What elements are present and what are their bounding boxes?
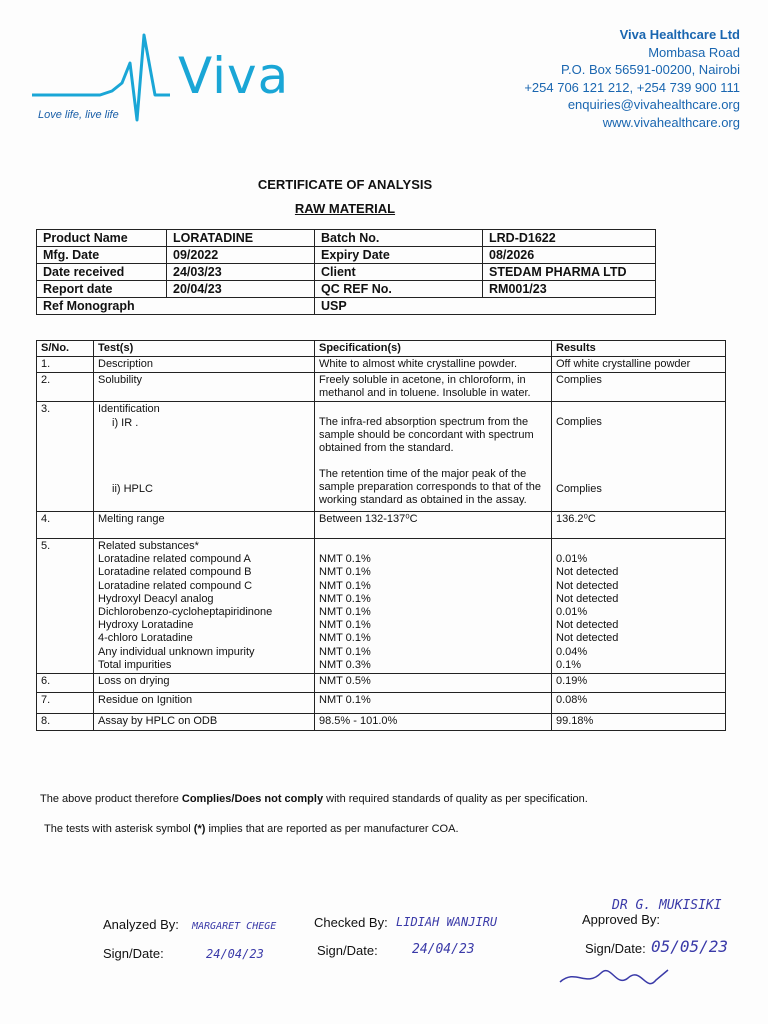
related-substance-spec: NMT 0.1% [319,619,371,632]
table-row [37,373,726,402]
related-substance-spec: NMT 0.1% [319,566,371,579]
result-hplc: Complies [556,483,602,495]
conclusion-verdict: Complies/Does not comply [181,793,324,805]
info-label: QC REF No. [315,281,483,298]
related-substance-result [556,540,721,553]
company-phone: +254 706 121 212, +254 739 900 111 [524,79,740,95]
related-substance-result: Not detected [556,632,619,645]
column-header: Specification(s) [315,341,552,357]
test-name: Residue on Ignition [94,692,315,713]
tests-table [36,340,726,731]
approved-by-label: Approved By: [582,912,661,927]
test-spec [315,539,552,674]
approved-sign-label: Sign/Date: [585,941,646,956]
company-po-box: P.O. Box 56591-00200, Nairobi [561,62,740,77]
info-value: 20/04/23 [167,281,315,298]
related-substance-result: Not detected [556,579,619,592]
checked-by-label: Checked By: [314,915,388,930]
info-value: LORATADINE [167,230,315,247]
conclusion-note [40,793,588,805]
related-substance-name: Total impurities [98,658,172,671]
company-name: Viva Healthcare Ltd [619,27,740,42]
test-result: 136.2⁰C [552,512,726,539]
info-label: Report date [37,281,167,298]
test-name-label: Identification [98,403,160,415]
test-name: Assay by HPLC on ODB [94,713,315,730]
related-substance-spec: NMT 0.3% [319,658,371,671]
info-row [37,281,656,298]
row-number: 5. [37,539,94,674]
info-row [37,298,656,315]
info-label: Client [315,264,483,281]
company-email: enquiries@vivahealthcare.org [567,97,740,112]
test-name: Description [94,357,315,373]
table-row [37,713,726,730]
table-row [37,692,726,713]
analyzed-by-name: MARGARET CHEGE [192,921,277,932]
column-header: Test(s) [94,341,315,357]
info-value: 24/03/23 [167,264,315,281]
test-result: 0.08% [552,692,726,713]
info-value: RM001/23 [483,281,656,298]
approved-date: 05/05/23 [651,937,729,956]
test-name: Loss on drying [94,673,315,692]
info-label: Mfg. Date [37,247,167,264]
related-substance-spec: NMT 0.1% [319,579,371,592]
approver-signature-scribble [556,958,686,998]
test-sub-ir: i) IR . [112,417,139,429]
column-header: S/No. [37,341,94,357]
test-name: Melting range [94,512,315,539]
related-substance-name: Loratadine related compound C [98,579,253,592]
conclusion-pre: The above product therefore [40,793,182,805]
test-name [94,539,315,674]
related-substance-name: Hydroxyl Deacyl analog [98,592,214,605]
test-spec: White to almost white crystalline powder. [315,357,552,373]
test-result [552,539,726,674]
info-label: Batch No. [315,230,483,247]
checked-by-name: LIDIAH WANJIRU [396,915,498,929]
related-substance-name: 4-chloro Loratadine [98,632,193,645]
company-address-block [524,26,740,131]
company-road: Mombasa Road [648,44,740,60]
related-substance-spec: NMT 0.1% [319,605,371,618]
checked-sign-label: Sign/Date: [317,943,378,958]
related-substance-spec: NMT 0.1% [319,632,371,645]
info-label: Product Name [37,230,167,247]
logo-tagline: Love life, live life [38,109,119,121]
test-result: Complies [552,373,726,402]
analyzed-by-label: Analyzed By: [103,917,179,932]
logo-wordmark: Viva [178,47,290,105]
row-number: 4. [37,512,94,539]
test-result: 0.19% [552,673,726,692]
related-substance-name: Any individual unknown impurity [98,645,255,658]
related-substance-result: 0.1% [556,658,582,671]
test-result [552,402,726,512]
related-substance-result: 0.04% [556,645,588,658]
related-substance-result: Not detected [556,566,619,579]
related-substance-spec: NMT 0.1% [319,645,371,658]
info-value: 08/2026 [483,247,656,264]
test-spec: 98.5% - 101.0% [315,713,552,730]
document-title: CERTIFICATE OF ANALYSIS [257,177,433,192]
document-subtitle: RAW MATERIAL [294,201,396,216]
related-substance-name: Loratadine related compound B [98,566,252,579]
info-label: Ref Monograph [37,298,315,315]
table-row [37,357,726,373]
table-header-row [37,341,726,357]
result-ir: Complies [556,416,602,428]
product-info-table [36,229,656,315]
info-value: LRD-D1622 [483,230,656,247]
related-substance-name: Dichlorobenzo-cycloheptapiridinone [98,605,273,618]
related-substance-spec: NMT 0.1% [319,553,371,566]
asterisk-symbol: (*) [193,823,206,835]
company-website: www.vivahealthcare.org [602,114,740,130]
info-row [37,230,656,247]
asterisk-pre: The tests with asterisk symbol [44,823,194,835]
test-spec: Freely soluble in acetone, in chloroform, in methanol and in toluene. Insoluble in water. [315,373,552,402]
checked-date: 24/04/23 [412,942,475,957]
row-number: 7. [37,692,94,713]
info-value: USP [315,298,656,315]
test-spec: Between 132-137⁰C [315,512,552,539]
info-value: STEDAM PHARMA LTD [483,264,656,281]
test-sub-hplc: ii) HPLC [112,483,153,495]
analyzed-date: 24/04/23 [206,947,264,961]
analyzed-sign-label: Sign/Date: [103,946,164,961]
info-row [37,247,656,264]
spec-ir: The infra-red absorption spectrum from the sample should be concordant with spectrum obtained from the standard. [319,416,534,454]
row-number: 8. [37,713,94,730]
related-substance-name: Hydroxy Loratadine [98,619,194,632]
asterisk-post: implies that are reported as per manufacturer COA. [205,823,459,835]
related-substance-name: Loratadine related compound A [98,553,251,566]
test-spec: NMT 0.1% [315,692,552,713]
row-number: 2. [37,373,94,402]
related-substance-result: Not detected [556,592,619,605]
related-substance-spec: NMT 0.1% [319,592,371,605]
test-result: 99.18% [552,713,726,730]
related-substance-spec [319,540,547,553]
info-value: 09/2022 [167,247,315,264]
test-name: Solubility [94,373,315,402]
row-number: 1. [37,357,94,373]
table-row [37,512,726,539]
related-substance-name: Related substances* [98,540,199,552]
test-spec: NMT 0.5% [315,673,552,692]
related-substance-result: Not detected [556,619,619,632]
spec-hplc: The retention time of the major peak of the sample preparation corresponds to that of the working standard as obtained in the assay. [319,468,541,506]
company-logo [30,25,290,135]
related-substance-result: 0.01% [556,605,588,618]
approved-by-name: DR G. MUKISIKI [612,898,722,913]
test-result: Off white crystalline powder [552,357,726,373]
column-header: Results [552,341,726,357]
table-row [37,539,726,674]
info-label: Expiry Date [315,247,483,264]
table-row [37,673,726,692]
table-row [37,402,726,512]
info-row [37,264,656,281]
related-substance-result: 0.01% [556,553,588,566]
conclusion-post: with required standards of quality as per specification. [323,793,588,805]
asterisk-note [44,823,459,835]
row-number: 6. [37,673,94,692]
row-number: 3. [37,402,94,512]
test-spec [315,402,552,512]
test-name [94,402,315,512]
info-label: Date received [37,264,167,281]
